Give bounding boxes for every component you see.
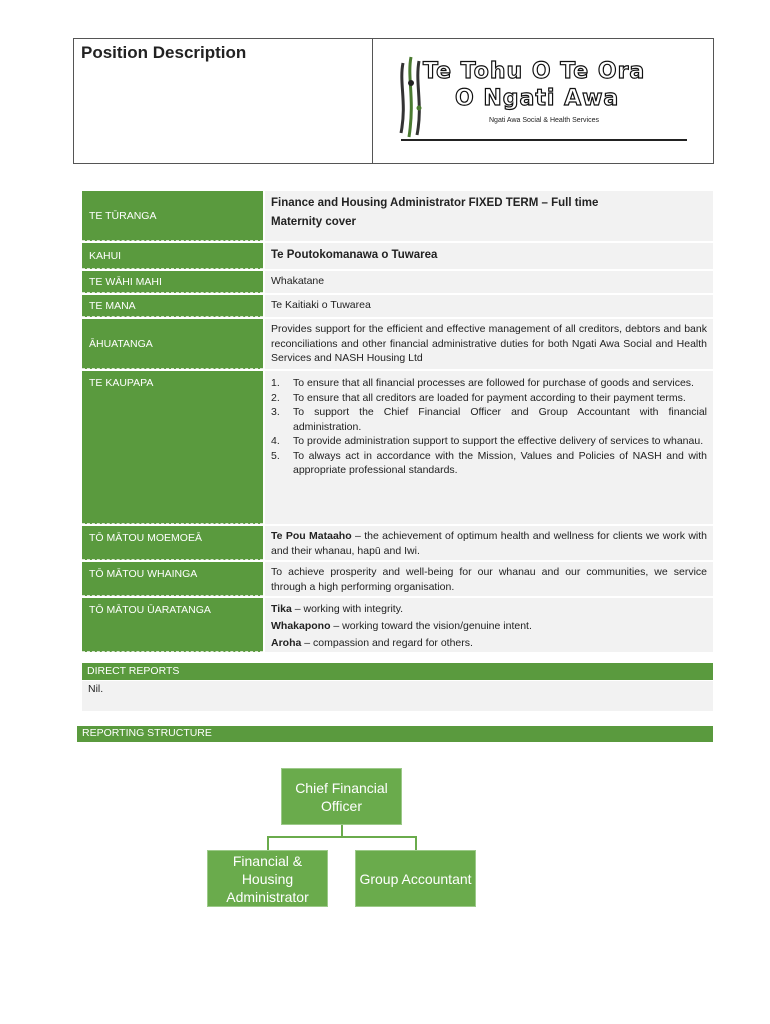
list-item: 5. To always act in accordance with the Mission, Values and Policies of NASH and with appropriate professional standards. xyxy=(271,449,707,476)
label-moemoea: TŌ MĀTOU MOEMOEĀ xyxy=(82,526,263,560)
value-kahui: Te Poutokomanawa o Tuwarea xyxy=(265,243,713,269)
value-ahuatanga: Provides support for the efficient and effective management of all creditors, debtors and bank reconciliations and other financial administrative duties for both Ngati Awa Social and Health Services and NASH Housing Ltd xyxy=(265,319,713,369)
row-kahui xyxy=(82,243,713,269)
value-whainga: To achieve prosperity and well-being for our whanau and our communities, we service through a high performing organisation. xyxy=(265,562,713,596)
label-wahi-mahi: TE WĀHI MAHI xyxy=(82,271,263,293)
logo-text-line2: O Ngati Awa xyxy=(455,86,620,111)
value-kaupapa xyxy=(265,371,713,524)
org-connector-horizontal xyxy=(267,836,417,838)
org-chief-financial-officer: Chief Financial Officer xyxy=(281,768,402,825)
list-item: 3. To support the Chief Financial Officer and Group Accountant with financial administration. xyxy=(271,406,707,433)
label-ahuatanga: ĀHUATANGA xyxy=(82,319,263,369)
label-mana: TE MANA xyxy=(82,295,263,317)
row-wahi-mahi xyxy=(82,271,713,293)
org-group-accountant: Group Accountant xyxy=(355,850,476,907)
list-item: 2. To ensure that all creditors are loaded for payment according to their payment terms. xyxy=(271,391,686,404)
logo-cell xyxy=(373,39,713,163)
org-financial-housing-administrator: Financial & Housing Administrator xyxy=(207,850,328,907)
header-box xyxy=(73,38,714,164)
value-moemoea: Te Pou Mataaho – the achievement of optimum health and wellness for clients we work with and their whanau, hapū and Iwi. xyxy=(265,526,713,560)
row-ahuatanga xyxy=(82,319,713,369)
value-item: Whakapono – working toward the vision/genuine intent. xyxy=(271,620,532,632)
label-kaupapa: TE KAUPAPA xyxy=(82,371,263,524)
value-uaratanga xyxy=(265,598,713,652)
org-connector-right xyxy=(415,836,417,850)
position-info-table xyxy=(82,191,713,654)
logo-subtitle: Ngati Awa Social & Health Services xyxy=(489,117,599,124)
logo-underline xyxy=(401,139,687,141)
value-turanga xyxy=(265,191,713,241)
label-turanga: TE TŪRANGA xyxy=(82,191,263,241)
label-uaratanga: TŌ MĀTOU ŪARATANGA xyxy=(82,598,263,652)
organisation-logo xyxy=(397,53,689,141)
list-item: 1. To ensure that all financial processes are followed for purchase of goods and services. xyxy=(271,377,694,389)
page-title: Position Description xyxy=(81,43,247,62)
value-item: Aroha – compassion and regard for others. xyxy=(271,637,473,649)
value-wahi-mahi: Whakatane xyxy=(265,271,713,293)
header-title-cell xyxy=(74,39,373,163)
direct-reports-heading: DIRECT REPORTS xyxy=(82,663,713,680)
direct-reports-value: Nil. xyxy=(82,681,713,711)
logo-text-line1: Te Tohu O Te Ora xyxy=(423,59,646,84)
row-turanga xyxy=(82,191,713,241)
row-kaupapa xyxy=(82,371,713,524)
row-moemoea xyxy=(82,526,713,560)
row-uaratanga xyxy=(82,598,713,652)
row-whainga xyxy=(82,562,713,596)
value-item: Tika – working with integrity. xyxy=(271,603,404,615)
row-mana xyxy=(82,295,713,317)
value-mana: Te Kaitiaki o Tuwarea xyxy=(265,295,713,317)
value-turanga-line2: Maternity cover xyxy=(271,216,357,228)
reporting-structure-heading: REPORTING STRUCTURE xyxy=(77,726,713,742)
label-whainga: TŌ MĀTOU WHAINGA xyxy=(82,562,263,596)
value-turanga-line1: Finance and Housing Administrator FIXED TERM – Full time xyxy=(271,197,599,209)
kaupapa-list xyxy=(271,376,707,478)
org-connector-left xyxy=(267,836,269,850)
label-kahui: KAHUI xyxy=(82,243,263,269)
list-item: 4. To provide administration support to support the effective delivery of services to whanau. xyxy=(271,435,704,447)
